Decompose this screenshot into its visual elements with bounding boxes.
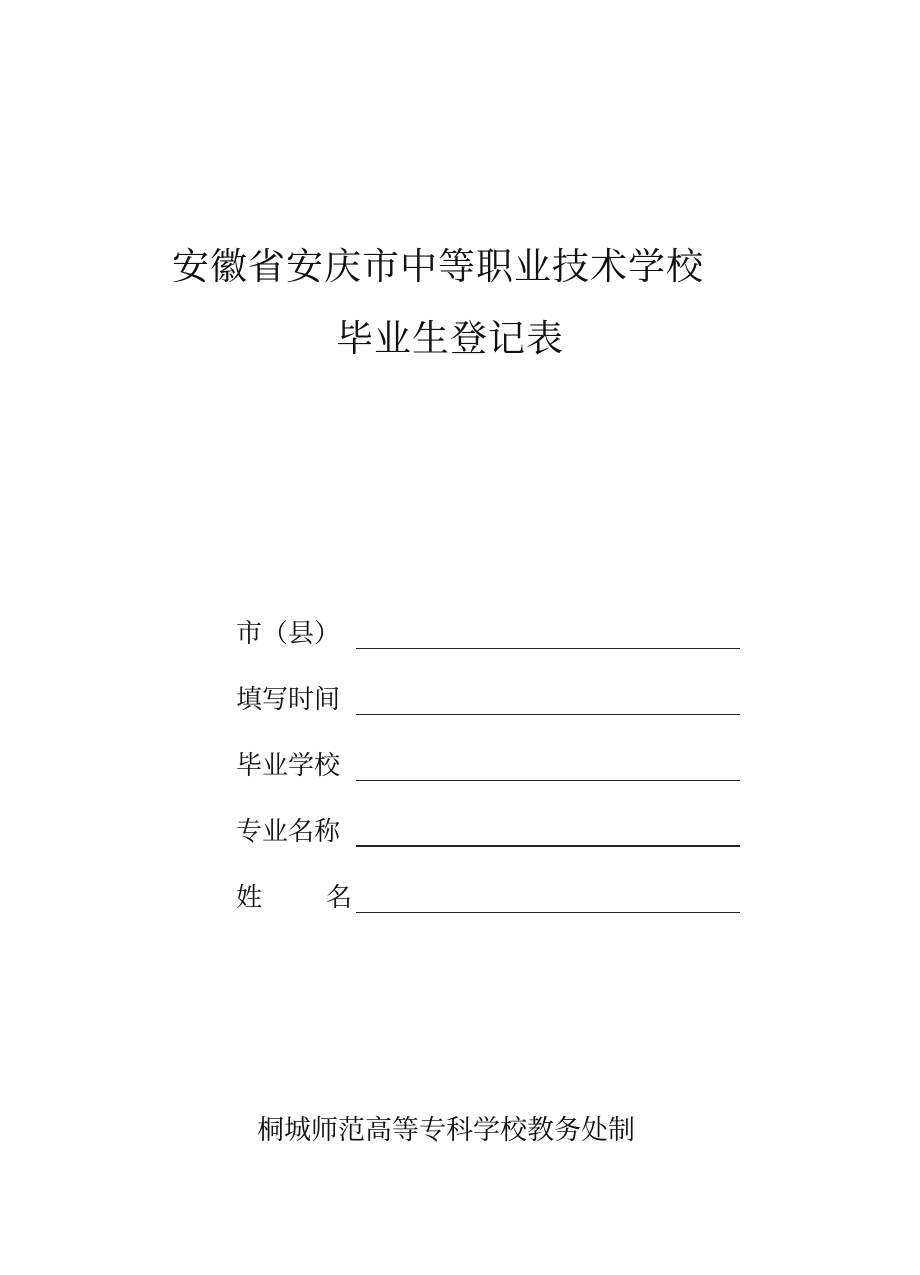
field-line-city-county[interactable]	[356, 648, 740, 649]
form-row-fill-date	[236, 679, 740, 719]
field-label-name-part2: 名	[326, 883, 353, 913]
field-line-graduate-school[interactable]	[356, 780, 740, 781]
form-row-name	[236, 877, 740, 917]
issuer-footer: 桐城师范高等专科学校教务处制	[257, 1115, 635, 1146]
document-title: 安徽省安庆市中等职业技术学校	[172, 245, 704, 288]
field-line-name[interactable]	[356, 912, 740, 913]
form-row-graduate-school	[236, 745, 740, 785]
field-label-city-county: 市（县）	[236, 619, 341, 649]
form-row-major-name	[236, 811, 740, 851]
field-line-fill-date[interactable]	[356, 714, 740, 715]
field-line-major-name[interactable]	[356, 845, 740, 847]
document-subtitle: 毕业生登记表	[336, 317, 564, 360]
form-row-city-county	[236, 613, 740, 653]
field-label-major-name: 专业名称	[236, 817, 341, 847]
field-label-name-part1: 姓	[236, 883, 263, 913]
field-label-graduate-school: 毕业学校	[236, 751, 341, 781]
field-label-fill-date: 填写时间	[236, 685, 341, 715]
